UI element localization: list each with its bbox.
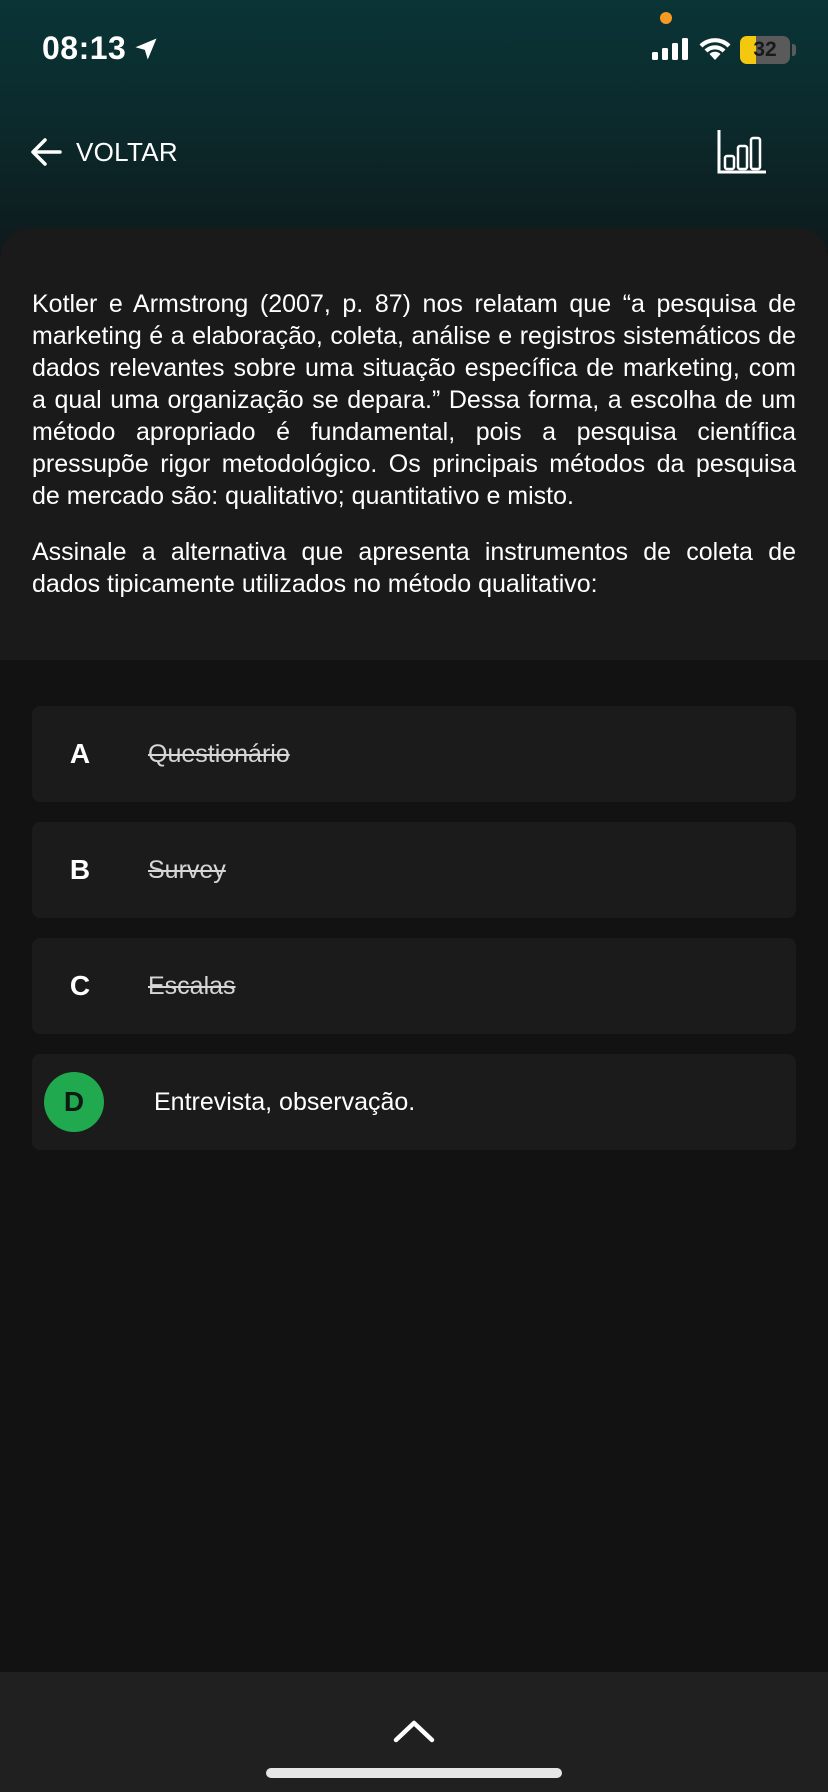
option-letter: A: [69, 738, 91, 769]
home-indicator[interactable]: [266, 1768, 562, 1778]
arrow-left-icon: [28, 134, 64, 170]
question-text: Kotler e Armstrong (2007, p. 87) nos relatam que “a pesquisa de marketing é a elaboração, coleta, análise e registros sistemáticos de dados relevantes sobre uma situação específica de marketing, com a qual uma organização se depara.” Dessa forma, a escolha de um método apropriado é fundamental, pois a pesquisa científica pressupõe rigor metodológico. Os principais métodos da pesquisa de mercado são: qualitativo; quantitativo e misto.: [32, 290, 796, 510]
cellular-signal-icon: [652, 38, 690, 60]
status-bar: [0, 0, 828, 100]
option-text: Entrevista, observação.: [154, 1088, 416, 1116]
back-label: VOLTAR: [76, 136, 178, 167]
bar-chart-icon: [716, 126, 770, 178]
back-button[interactable]: [28, 130, 178, 174]
battery-tip: [792, 44, 796, 56]
option-b[interactable]: [32, 822, 796, 918]
option-letter: B: [69, 854, 91, 885]
option-letter: C: [69, 970, 91, 1001]
bottom-bar: [0, 1672, 828, 1792]
status-time-label: 08:13: [42, 30, 127, 66]
question-card: [0, 228, 828, 660]
question-prompt: Assinale a alternativa que apresenta instrumentos de coleta de dados tipicamente utilizados no método qualitativo:: [32, 538, 796, 598]
statistics-button[interactable]: [716, 126, 770, 178]
status-time: [42, 30, 160, 67]
option-a[interactable]: [32, 706, 796, 802]
battery-level-label: 32: [753, 38, 777, 61]
location-arrow-icon: [132, 35, 160, 63]
chevron-up-icon[interactable]: [392, 1716, 436, 1746]
option-text: Escalas: [148, 972, 236, 1000]
option-d[interactable]: [32, 1054, 796, 1150]
wifi-icon: [698, 34, 732, 62]
battery-indicator: [740, 36, 790, 64]
option-text: Questionário: [148, 740, 290, 768]
top-navigation: [0, 120, 828, 184]
option-c[interactable]: [32, 938, 796, 1034]
correct-answer-badge: D: [44, 1072, 104, 1132]
option-text: Survey: [148, 856, 226, 884]
privacy-indicator-dot: [660, 12, 672, 24]
